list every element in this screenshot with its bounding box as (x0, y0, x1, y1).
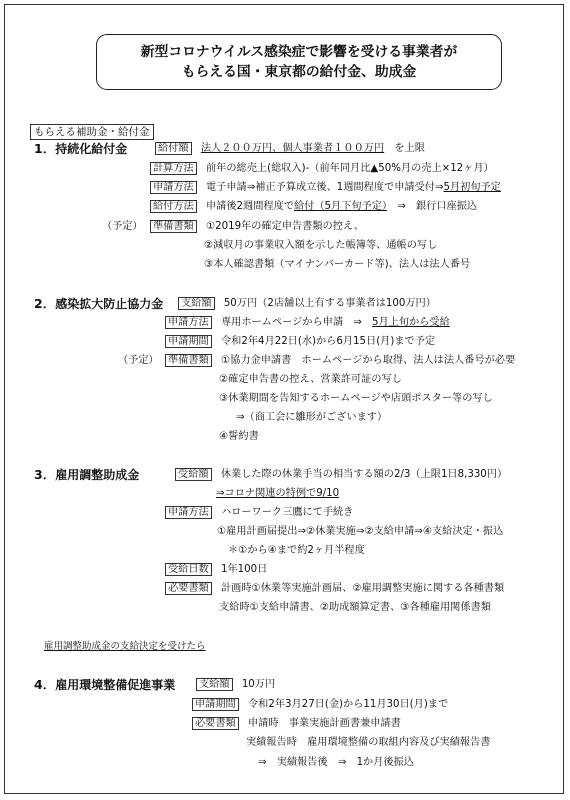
s3-doc-1: 計画時①休業等実施計画届、②雇用調整実施に関する各種書類 (221, 583, 505, 594)
s1-calc-label: 計算方法 (150, 162, 197, 175)
main-section-label: もらえる補助金・給付金 (30, 124, 154, 140)
s1-pay-row (150, 200, 477, 214)
s3-days-row (165, 563, 267, 577)
s2-docs-label: 準備書類 (165, 354, 212, 367)
section-2-heading (34, 297, 163, 313)
s3-docs-label: 必要書類 (165, 582, 212, 595)
s1-amount-label: 給付額 (155, 142, 192, 155)
s1-pay-method: ⇒ 銀行口座振込 (387, 201, 478, 212)
s4-period-row (192, 698, 448, 712)
s1-docs-label: 準備書類 (150, 220, 197, 233)
s3-flow: ①雇用計画届提出⇒②休業実施⇒②支給申請⇒④支給決定・振込 (217, 526, 504, 537)
s3-apply-row (165, 506, 353, 520)
s1-docs-row (150, 220, 364, 234)
s3-flow-note: ＊①から④まで約2ヶ月半程度 (228, 545, 365, 556)
s1-apply-text: 電子申請⇒補正予算成立後、1週間程度で申請受付⇒ (206, 182, 444, 193)
s2-period-row (165, 335, 435, 349)
s1-apply-label: 申請方法 (150, 181, 197, 194)
s1-calc-row (150, 162, 494, 176)
s1-pay-label: 給付方法 (150, 200, 197, 213)
section-1-number: 1． (34, 141, 56, 156)
s4-amount-label: 支給額 (196, 678, 233, 691)
s4-amount-text: 10万円 (241, 679, 276, 690)
section-2-number: 2． (34, 296, 56, 311)
title-line-2: もらえる国・東京都の給付金、助成金 (181, 64, 417, 80)
s3-docs-row (165, 582, 504, 596)
section-2-title: 感染拡大防止協力金 (55, 297, 164, 311)
s1-yotei: （予定） (102, 221, 143, 232)
s2-doc-2: ②確定申告書の控え、営業許可証の写し (219, 374, 402, 385)
s1-amount-corp: 法人２００万円、 (200, 143, 283, 154)
s2-doc-3: ③休業期間を告知するホームページや店頭ポスター等の写し (219, 393, 493, 404)
s2-apply-text: 専用ホームページから申請 ⇒ (221, 317, 372, 328)
s4-period-text: 令和2年3月27日(金)から11月30日(月)まで (248, 699, 449, 710)
s1-amount-limit: を上限 (384, 143, 425, 154)
section-1-title: 持続化給付金 (55, 142, 128, 156)
s4-amount-row (196, 678, 275, 692)
s4-docs-label: 必要書類 (192, 717, 239, 730)
s2-apply-label: 申請方法 (165, 316, 212, 329)
section-4-number: 4． (34, 677, 56, 692)
section-3-heading (34, 468, 139, 484)
s3-doc-2: 支給時①支給申請書、②助成額算定書、③各種雇用関係書類 (219, 602, 491, 613)
s1-doc-3: ③本人確認書類（マイナンバーカード等)、法人は法人番号 (204, 259, 471, 270)
s1-apply-date: 5月初旬予定 (443, 182, 501, 193)
section-3-number: 3． (34, 467, 56, 482)
s3-amount-text: 休業した際の休業手当の相当する額の2/3（上限1日8,330円） (220, 469, 508, 480)
s3-apply-label: 申請方法 (165, 506, 212, 519)
s4-doc-1: 申請時 事業実施計画書兼申請書 (248, 718, 401, 729)
s1-amount-individual: 個人事業者１００万円 (282, 143, 385, 154)
s2-yotei: （予定） (118, 355, 159, 366)
title-box (96, 34, 502, 90)
section-3-title: 雇用調整助成金 (55, 468, 140, 482)
s3-apply-text: ハローワーク三鷹にて手続き (221, 507, 354, 518)
s2-doc-1: ①協力金申請書 ホームページから取得、法人は法人番号が必要 (221, 355, 516, 366)
s4-doc-3: ⇒ 実績報告後 ⇒ 1か月後振込 (258, 757, 414, 768)
section-4-title: 雇用環境整備促進事業 (55, 678, 176, 692)
s4-period-label: 申請期間 (192, 698, 239, 711)
s2-amount-label: 支給額 (178, 297, 215, 310)
s3-amount-row (175, 468, 507, 482)
section-1-heading (34, 142, 127, 158)
s2-period-label: 申請期間 (165, 335, 212, 348)
s4-docs-row (192, 717, 401, 731)
s2-docs-row (165, 354, 515, 368)
s2-apply-row (165, 316, 450, 330)
s2-doc-4: ④誓約書 (219, 431, 259, 442)
followup-note: 雇用調整助成金の支給決定を受けたら (44, 641, 206, 652)
s1-calc-text: 前年の総売上(総収入)-（前年同月比▲50%月の売上×12ヶ月） (206, 163, 494, 174)
s1-amount-row (155, 142, 425, 156)
s4-doc-2: 実績報告時 雇用環境整備の取組内容及び実績報告書 (246, 737, 491, 748)
s1-doc-1: ①2019年の確定申告書類の控え、 (206, 221, 364, 232)
s1-pay-date: 給付（5月下旬予定） (293, 201, 388, 212)
s2-amount-row (178, 297, 436, 311)
s3-amount-label: 受給額 (175, 468, 212, 481)
s2-amount-text: 50万円（2店舗以上有する事業者は100万円） (223, 298, 436, 309)
s2-doc-3-note: ⇒（商工会に雛形がございます） (236, 412, 388, 423)
s3-days-text: 1年100日 (221, 564, 268, 575)
title-line-1: 新型コロナウイルス感染症で影響を受ける事業者が (140, 44, 458, 60)
s1-apply-row (150, 181, 501, 195)
s3-days-label: 受給日数 (165, 563, 212, 576)
s2-apply-date: 5月上旬から受給 (371, 317, 450, 328)
s1-doc-2: ②減収月の事業収入額を示した帳簿等、通帳の写し (204, 240, 438, 251)
section-4-heading (34, 678, 175, 694)
s3-special: ⇒コロナ関連の特例で9/10 (216, 488, 340, 499)
s2-period-text: 令和2年4月22日(水)から6月15日(月)まで予定 (221, 336, 436, 347)
s1-pay-text: 申請後2週間程度で (206, 201, 294, 212)
